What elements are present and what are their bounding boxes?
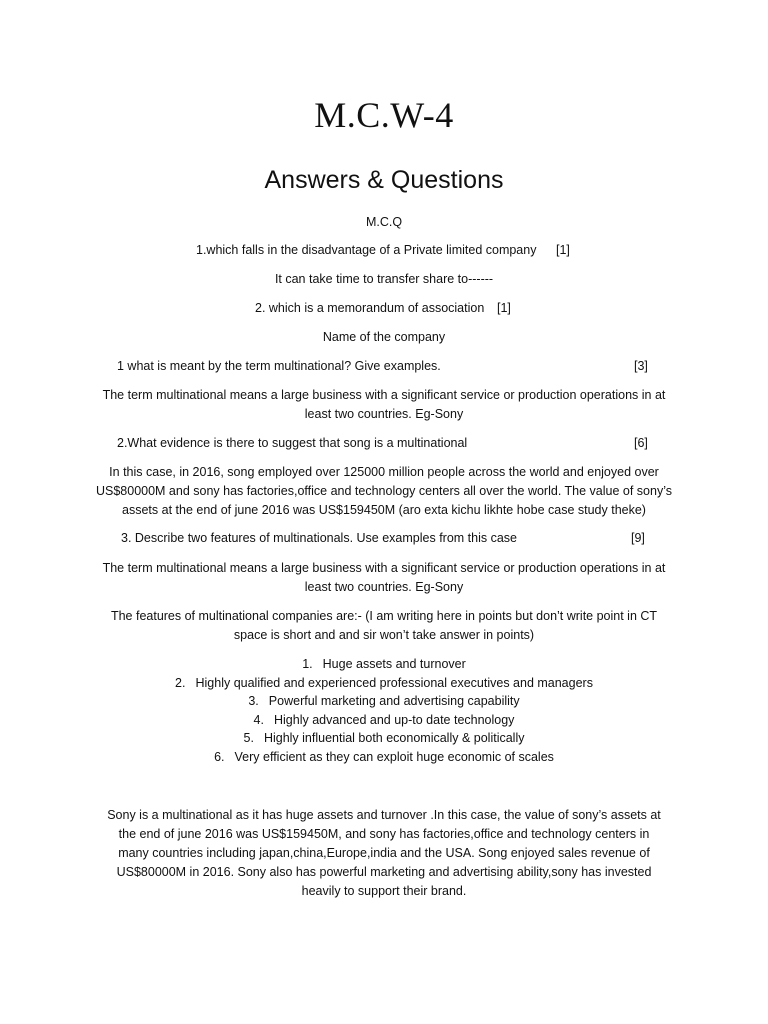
section-label: M.C.Q	[365, 215, 403, 229]
q2-answer	[40, 463, 728, 520]
q1-answer-line-1: The term multinational means a large business with a significant service or production operations in at	[102, 388, 666, 402]
list-item: 5. Highly influential both economically & politically	[243, 731, 525, 745]
q1-answer-line-2: least two countries. Eg-Sony	[304, 407, 464, 421]
conclusion-line-3: many countries including japan,china,Europe,india and the USA. Song enjoyed sales revenue of	[118, 846, 650, 860]
list-item: 1. Huge assets and turnover	[302, 657, 466, 671]
q3-question: 3. Describe two features of multinationals. Use examples from this case	[121, 531, 518, 545]
conclusion-line-1: Sony is a multinational as it has huge assets and turnover .In this case, the value of sony’s assets at	[107, 808, 661, 822]
mcq-answer-2: Name of the company	[322, 330, 446, 344]
features-intro-line-2: space is short and and sir won’t take answer in points)	[233, 628, 535, 642]
mcq-marks-1: [1]	[556, 243, 570, 257]
document-subtitle: Answers & Questions	[264, 166, 504, 194]
list-item: 6. Very efficient as they can exploit huge economic of scales	[214, 749, 554, 764]
q2-answer-line-1: In this case, in 2016, song employed over 125000 million people across the world and enjoyed over	[109, 465, 659, 479]
q3-answer-line-2: least two countries. Eg-Sony	[304, 580, 464, 594]
q1-marks: [3]	[634, 359, 648, 373]
q1-answer	[40, 386, 728, 424]
list-item: 3. Powerful marketing and advertising capability	[248, 694, 520, 708]
conclusion-line-4: US$80000M in 2016. Sony also has powerful marketing and advertising ability,sony has invested	[116, 865, 652, 879]
features-intro-line-1: The features of multinational companies are:- (I am writing here in points but don’t write point in CT	[110, 609, 658, 623]
q2-question: 2.What evidence is there to suggest that song is a multinational	[117, 436, 468, 450]
mcq-marks-2: [1]	[497, 301, 511, 315]
list-item: 4. Highly advanced and up-to date technology	[253, 712, 515, 727]
q2-answer-line-2: US$80000M and sony has factories,office and technology centers all over the world. The value of sony’s	[95, 484, 673, 498]
list-item: 2. Highly qualified and experienced professional executives and managers	[175, 675, 593, 690]
conclusion-paragraph	[40, 806, 728, 901]
features-intro	[40, 607, 728, 645]
conclusion-line-5: heavily to support their brand.	[301, 884, 467, 898]
document-title: M.C.W-4	[314, 95, 454, 135]
q3-answer	[40, 559, 728, 597]
mcq-answer-1: It can take time to transfer share to------	[274, 272, 494, 286]
q3-answer-line-1: The term multinational means a large business with a significant service or production operations in at	[102, 561, 666, 575]
mcq-question-2: 2. which is a memorandum of association	[255, 301, 485, 315]
q2-answer-line-3: assets at the end of june 2016 was US$159450M (aro exta kichu likhte hobe case study theke)	[122, 503, 646, 517]
features-list	[0, 655, 768, 766]
conclusion-line-2: the end of june 2016 was US$159450M, and sony has factories,office and technology centers in	[118, 827, 650, 841]
q1-question: 1 what is meant by the term multinational? Give examples.	[117, 359, 441, 373]
mcq-question-1: 1.which falls in the disadvantage of a Private limited company	[196, 243, 537, 257]
q2-marks: [6]	[634, 436, 648, 450]
q3-marks: [9]	[631, 531, 645, 545]
